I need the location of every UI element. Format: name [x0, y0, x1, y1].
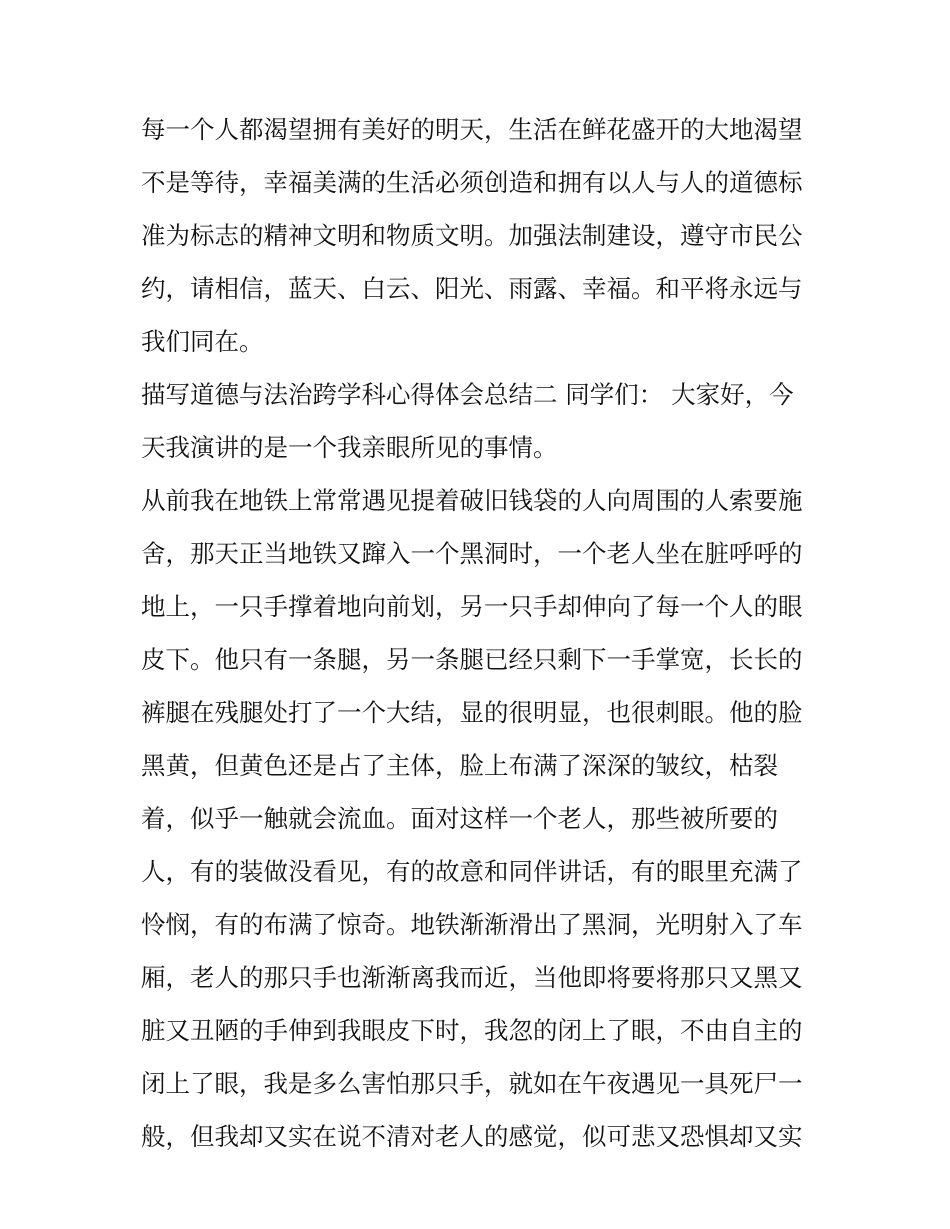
text-line: 从前我在地铁上常常遇见提着破旧钱袋的人向周围的人索要施	[141, 486, 803, 515]
text-line: 裤腿在残腿处打了一个大结，显的很明显，也很刺眼。他的脸	[141, 698, 803, 727]
text-line: 闭上了眼，我是多么害怕那只手，就如在午夜遇见一具死尸一	[141, 1069, 803, 1098]
text-line: 不是等待，幸福美满的生活必须创造和拥有以人与人的道德标	[141, 168, 803, 197]
text-line: 怜悯，有的布满了惊奇。地铁渐渐滑出了黑洞，光明射入了车	[141, 910, 803, 939]
text-line: 皮下。他只有一条腿，另一条腿已经只剩下一手掌宽，长长的	[141, 645, 803, 674]
text-line: 着，似乎一触就会流血。面对这样一个老人，那些被所要的	[141, 804, 778, 833]
text-line: 黑黄，但黄色还是占了主体，脸上布满了深深的皱纹，枯裂	[141, 751, 778, 780]
paragraph-2	[141, 368, 821, 474]
document-body	[141, 103, 821, 1163]
text-line: 准为标志的精神文明和物质文明。加强法制建设，遵守市民公	[141, 221, 803, 250]
paragraph-1	[141, 103, 821, 368]
text-line: 脏又丑陋的手伸到我眼皮下时，我忽的闭上了眼，不由自主的	[141, 1016, 803, 1045]
text-line: 我们同在。	[141, 327, 264, 356]
text-line: 每一个人都渴望拥有美好的明天，生活在鲜花盛开的大地渴望	[141, 115, 803, 144]
text-line: 天我演讲的是一个我亲眼所见的事情。	[141, 433, 558, 462]
text-line: 人，有的装做没看见，有的故意和同伴讲话，有的眼里充满了	[141, 857, 803, 886]
text-line: 约，请相信，蓝天、白云、阳光、雨露、幸福。和平将永远与	[141, 274, 803, 303]
text-line: 舍，那天正当地铁又蹿入一个黑洞时，一个老人坐在脏呼呼的	[141, 539, 803, 568]
text-line: 描写道德与法治跨学科心得体会总结二 同学们： 大家好，今	[141, 380, 794, 409]
text-line: 厢，老人的那只手也渐渐离我而近，当他即将要将那只又黑又	[141, 963, 803, 992]
paragraph-3	[141, 474, 821, 1163]
text-line: 般，但我却又实在说不清对老人的感觉，似可悲又恐惧却又实	[141, 1122, 803, 1151]
text-line: 地上，一只手撑着地向前划，另一只手却伸向了每一个人的眼	[141, 592, 803, 621]
